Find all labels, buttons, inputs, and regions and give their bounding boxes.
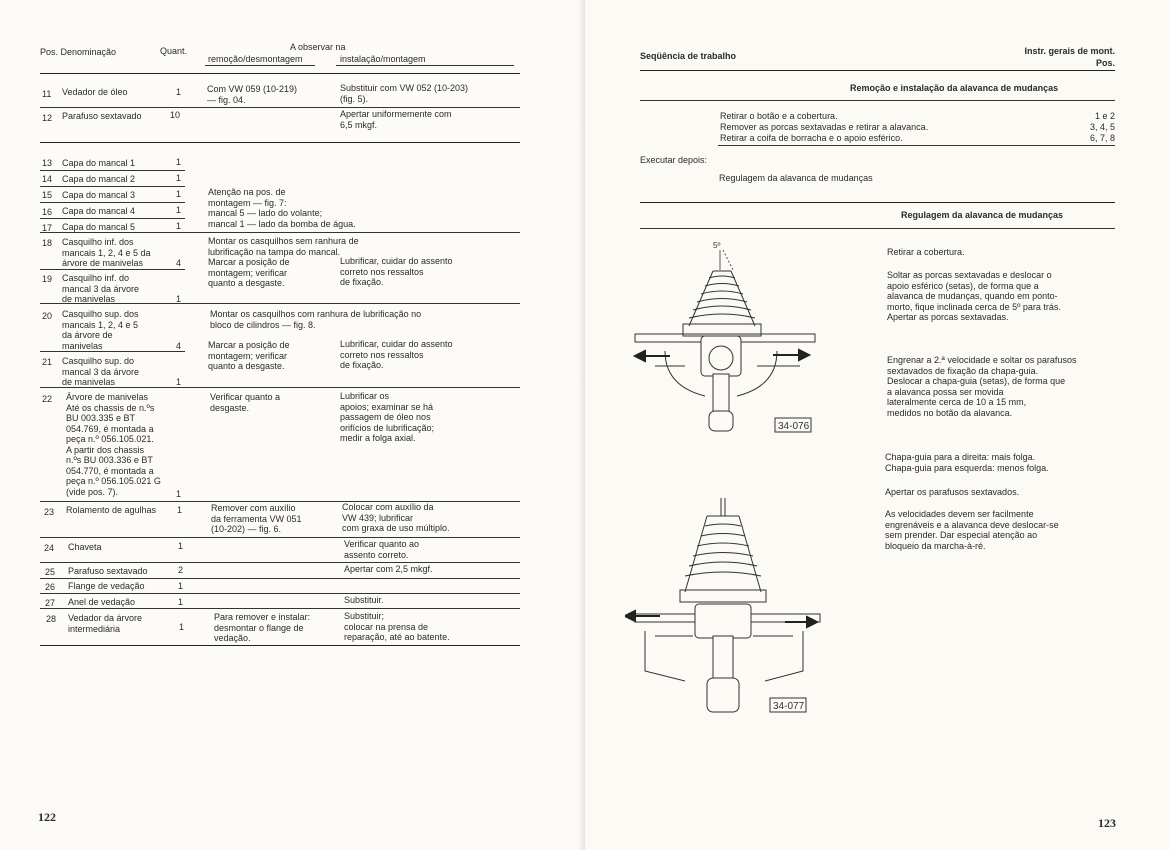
regulagem-link: Regulagem da alavanca de mudanças <box>719 173 873 183</box>
row-divider <box>40 578 520 579</box>
row-remocao: Verificar quanto a desgaste. <box>210 392 281 413</box>
row-remocao: Para remover e instalar: desmontar o flange de vedação. <box>214 612 311 643</box>
row-pos: 28 <box>46 614 57 624</box>
row-divider <box>40 387 520 388</box>
figure-label: 34-077 <box>773 701 805 712</box>
row-divider <box>40 218 185 219</box>
note-mancais: Atenção na pos. de montagem — fig. 7: mancal 5 — lado do volante; mancal 1 — lado da bomba de água. <box>208 187 356 229</box>
col-header-remocao: remoção/desmontagem <box>208 54 303 64</box>
row-divider <box>40 269 185 270</box>
note-casq-inf-inst: Lubrificar, cuidar do assento correto nos ressaltos de fixação. <box>340 256 453 287</box>
col-header-instalacao: instalação/montagem <box>340 54 426 64</box>
note-casq-sup-inst: Lubrificar, cuidar do assento correto nos ressaltos de fixação. <box>340 339 453 370</box>
section1-title: Remoção e instalação da alavanca de mudanças <box>850 83 1059 93</box>
col-header-sequencia: Seqüência de trabalho <box>640 51 737 61</box>
row-name: Flange de vedação <box>68 581 145 591</box>
col-header-pos-denominacao: Pos. Denominação <box>40 47 117 57</box>
right-page <box>585 0 1170 850</box>
col-header-quant: Quant. <box>160 46 188 56</box>
row-divider <box>40 608 520 609</box>
row-remocao: Com VW 059 (10-219) — fig. 04. <box>207 84 298 105</box>
paragraph: Apertar os parafusos sextavados. <box>885 487 1020 497</box>
row-pos: 21 <box>42 357 53 367</box>
row-qty: 1 <box>177 505 183 515</box>
row-divider <box>40 170 185 171</box>
row-name: Parafuso sextavado <box>62 111 142 121</box>
figure-label: 34-076 <box>778 421 810 432</box>
page-number-right: 123 <box>1098 816 1116 830</box>
row-pos: 15 <box>42 190 53 200</box>
row-qty: 1 <box>179 622 185 632</box>
row-qty: 1 <box>176 173 182 183</box>
row-name: Casquilho inf. do mancal 3 da árvore de manivelas <box>62 273 140 304</box>
row-qty: 1 <box>178 581 184 591</box>
row-divider <box>40 232 520 233</box>
row-qty: 10 <box>170 110 181 120</box>
note-casq-inf: Montar os casquilhos sem ranhura de lubrificação na tampa do mancal. <box>208 236 359 257</box>
header-rule <box>640 70 1115 71</box>
row-qty: 1 <box>176 294 182 304</box>
note-casq-sup: Montar os casquilhos com ranhura de lubrificação no bloco de cilindros — fig. 8. <box>210 309 422 330</box>
row-name: Capa do mancal 3 <box>62 190 136 200</box>
section1-rule <box>640 100 1115 101</box>
row-name: Vedador de óleo <box>62 87 128 97</box>
row-pos: 14 <box>42 174 53 184</box>
row-qty: 1 <box>176 87 182 97</box>
row-instalacao: Colocar com auxílio da VW 439; lubrificar com graxa de uso múltiplo. <box>342 502 450 533</box>
row-qty: 1 <box>178 541 184 551</box>
row-pos: 17 <box>42 223 53 233</box>
table-bottom-rule <box>40 645 520 646</box>
step-pos: 1 e 2 <box>1094 111 1115 121</box>
steps-rule <box>718 145 1115 146</box>
paragraph: Soltar as porcas sextavadas e deslocar o apoio esférico (setas), de forma que a alavanca de mudanças, quando em ponto- morto, fique inclinada cerca de 5º para trás. Apertar as porcas sextavadas. <box>887 270 1061 322</box>
paragraph: Engrenar a 2.ª velocidade e soltar os parafusos sextavados de fixação da chapa-guia. Deslocar a chapa-guia (setas), de forma que a alavanca possa ser movida lateralmente cerca de 10 a 15 mm, medidos no botão da alavanca. <box>887 355 1077 418</box>
row-pos: 27 <box>45 598 56 608</box>
row-divider <box>40 303 520 304</box>
row-divider <box>40 202 185 203</box>
step-pos: 6, 7, 8 <box>1089 133 1115 143</box>
row-name: Capa do mancal 1 <box>62 158 136 168</box>
row-name: Casquilho sup. dos mancais 1, 2, 4 e 5 da árvore de manivelas <box>62 309 139 351</box>
row-name: Rolamento de agulhas <box>66 505 157 515</box>
row-divider <box>40 562 520 563</box>
row-remocao: Remover com auxílio da ferramenta VW 051 (10-202) — fig. 6. <box>211 503 302 534</box>
header-rule <box>40 73 520 74</box>
row-instalacao: Apertar com 2,5 mkgf. <box>344 564 433 574</box>
col-header-pos: Pos. <box>1095 58 1115 68</box>
row-name: Casquilho sup. do mancal 3 da árvore de manivelas <box>62 356 140 387</box>
row-name: Capa do mancal 5 <box>62 222 136 232</box>
row-pos: 13 <box>42 158 53 168</box>
row-name: Parafuso sextavado <box>68 566 148 576</box>
row-qty: 1 <box>176 221 182 231</box>
row-instalacao: Apertar uniformemente com 6,5 mkgf. <box>340 109 452 130</box>
header-divider-right <box>336 65 514 66</box>
gear-lever-diagram-2 <box>625 496 840 721</box>
row-instalacao: Substituir; colocar na prensa de reparação, até ao batente. <box>344 611 450 642</box>
executar-depois-label: Executar depois: <box>640 155 708 165</box>
row-qty: 1 <box>176 377 182 387</box>
row-pos: 20 <box>42 311 53 321</box>
row-qty: 1 <box>176 157 182 167</box>
col-header-instr: Instr. gerais de mont. <box>1024 46 1115 56</box>
row-instalacao: Lubrificar os apoios; examinar se há passagem de óleo nos orifícios de lubrificação; medir a folga axial. <box>340 391 435 443</box>
page-number-left: 122 <box>38 810 56 824</box>
row-name: Árvore de manivelas Até os chassis de n.ºs BU 003.335 e BT 054.769, é montada a peça n.º 056.105.021. A partir dos chassis n.ºs BU 003.336 e BT 054.770, é montada a peça n.º 056.105.021 G (vide pos. 7). <box>66 392 161 497</box>
row-name: Vedador da árvore intermediária <box>68 613 143 634</box>
row-instalacao: Substituir com VW 052 (10-203) (fig. 5). <box>340 83 469 104</box>
row-qty: 1 <box>176 489 182 499</box>
gear-lever-diagram-1 <box>625 236 840 446</box>
col-header-a-observar: A observar na <box>290 42 346 52</box>
header-divider-left <box>205 65 315 66</box>
row-divider <box>40 107 520 108</box>
step-text: Retirar o botão e a cobertura. <box>720 111 838 121</box>
step-text: Retirar a coifa de borracha e o apoio esférico. <box>720 133 903 143</box>
step-pos: 3, 4, 5 <box>1089 122 1115 132</box>
row-qty: 4 <box>176 341 182 351</box>
row-name: Anel de vedação <box>68 597 136 607</box>
row-divider <box>40 593 520 594</box>
row-qty: 1 <box>176 189 182 199</box>
row-name: Capa do mancal 2 <box>62 174 136 184</box>
row-pos: 16 <box>42 207 53 217</box>
row-instalacao: Substituir. <box>344 595 384 605</box>
section2-top-rule <box>640 202 1115 203</box>
paragraph: Chapa-guia para a direita: mais folga. Chapa-guia para esquerda: menos folga. <box>885 452 1049 473</box>
row-name: Capa do mancal 4 <box>62 206 136 216</box>
row-pos: 12 <box>42 113 53 123</box>
row-qty: 4 <box>176 258 182 268</box>
note-casq-inf-rem: Marcar a posição de montagem; verificar quanto a desgaste. <box>208 257 290 288</box>
note-casq-sup-rem: Marcar a posição de montagem; verificar quanto a desgaste. <box>208 340 290 371</box>
row-pos: 19 <box>42 274 53 284</box>
row-pos: 11 <box>42 89 52 99</box>
section2-rule <box>640 228 1115 229</box>
row-qty: 1 <box>178 597 184 607</box>
row-pos: 25 <box>45 567 56 577</box>
paragraph: As velocidades devem ser facilmente engrenáveis e a alavanca deve deslocar-se sem prender. Dar especial atenção ao bloqueio da marcha-à-ré. <box>885 509 1059 551</box>
angle-label: 5º <box>713 241 721 250</box>
row-pos: 24 <box>44 543 55 553</box>
section2-title: Regulagem da alavanca de mudanças <box>901 210 1064 220</box>
row-pos: 23 <box>44 507 55 517</box>
row-divider <box>40 537 520 538</box>
row-divider <box>40 351 185 352</box>
row-qty: 1 <box>176 205 182 215</box>
row-qty: 2 <box>178 565 184 575</box>
paragraph: Retirar a cobertura. <box>887 247 965 257</box>
row-name: Chaveta <box>68 542 102 552</box>
row-pos: 22 <box>42 394 53 404</box>
row-divider <box>40 186 185 187</box>
row-pos: 26 <box>45 582 56 592</box>
step-text: Remover as porcas sextavadas e retirar a alavanca. <box>720 122 929 132</box>
row-instalacao: Verificar quanto ao assento correto. <box>344 539 420 560</box>
row-divider <box>40 142 520 143</box>
row-pos: 18 <box>42 238 53 248</box>
row-name: Casquilho inf. dos mancais 1, 2, 4 e 5 da árvore de manivelas <box>62 237 151 268</box>
